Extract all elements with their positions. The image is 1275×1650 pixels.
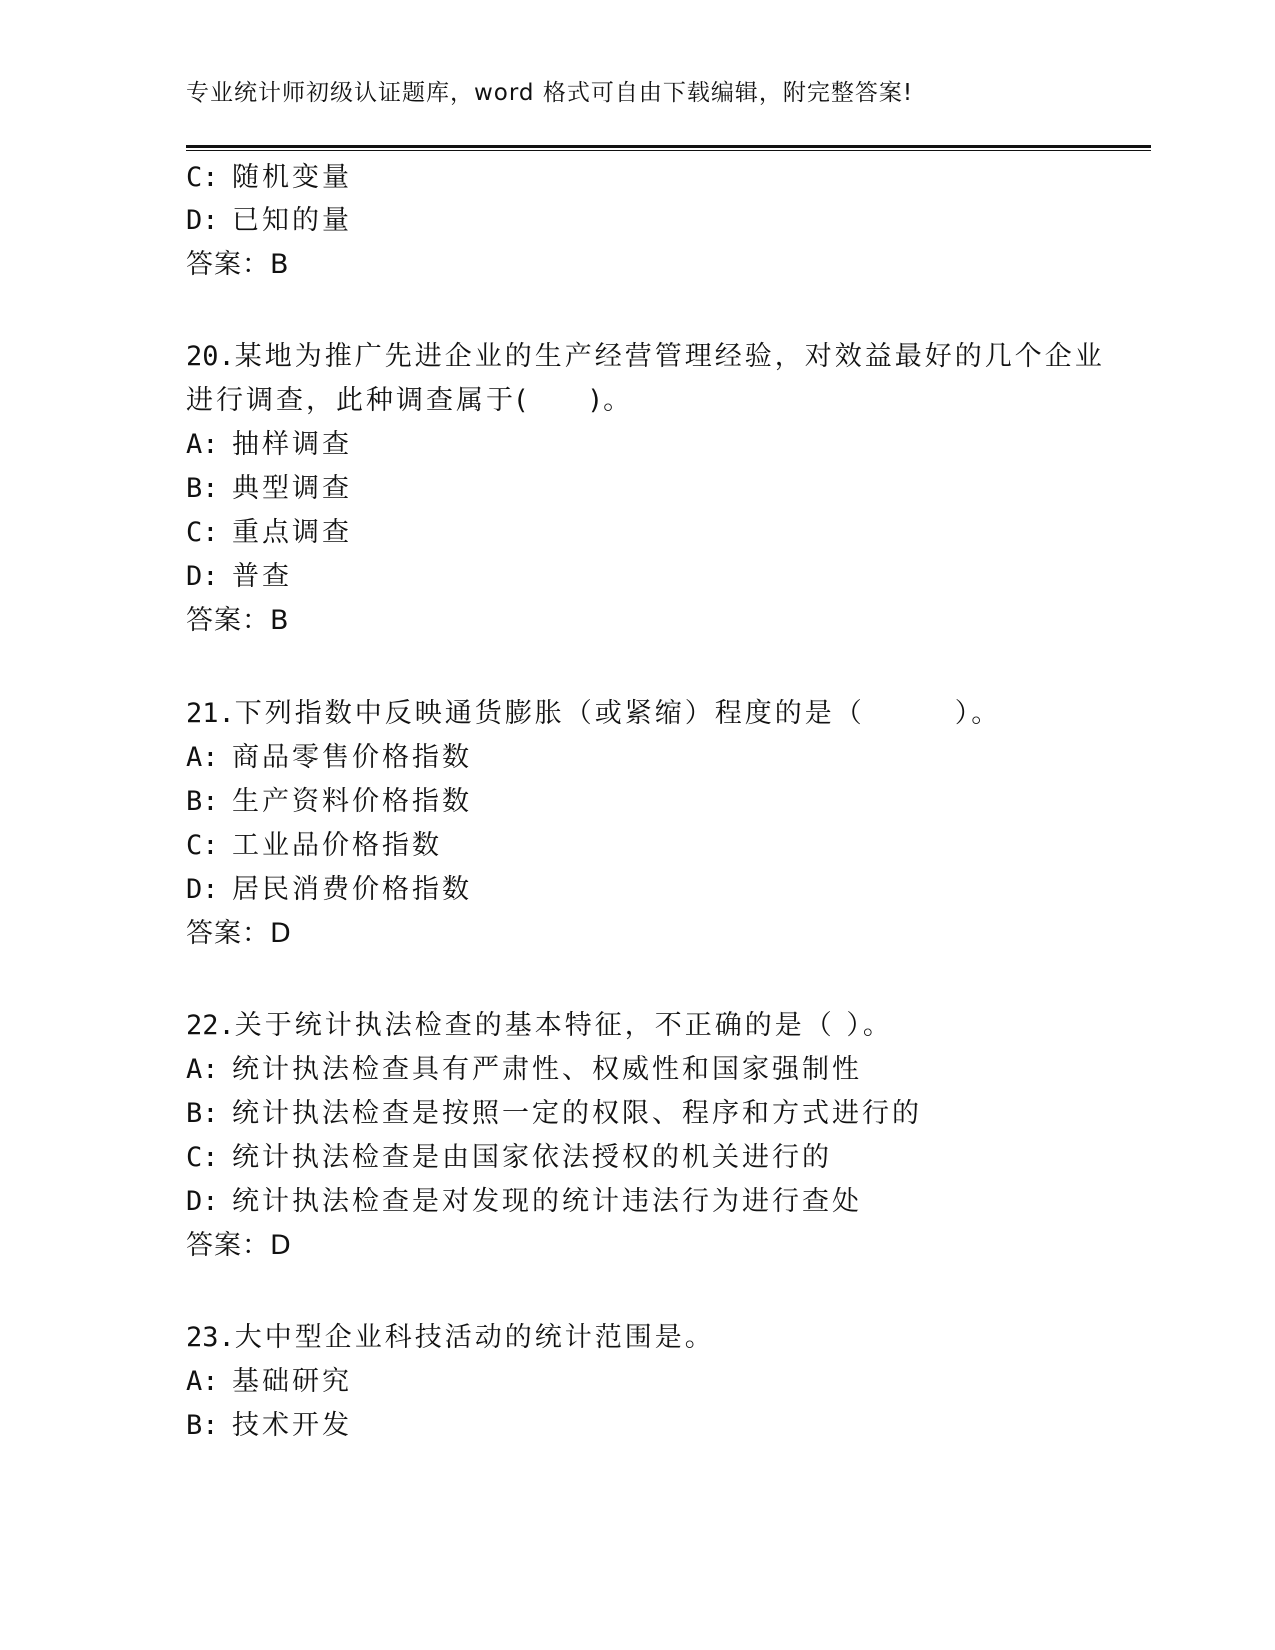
option-label: D: bbox=[186, 561, 219, 592]
option-text: 已知的量 bbox=[232, 205, 352, 236]
answer-line: 答案：D bbox=[186, 918, 292, 949]
option-label: B: bbox=[186, 786, 219, 817]
option-line bbox=[186, 779, 472, 824]
option-text: 统计执法检查是按照一定的权限、程序和方式进行的 bbox=[232, 1098, 922, 1129]
question-text: 下列指数中反映通货膨胀（或紧缩）程度的是（ ）。 bbox=[234, 698, 1002, 729]
option-label: B: bbox=[186, 1410, 219, 1441]
answer-line: 答案：B bbox=[186, 249, 290, 280]
option-line bbox=[186, 1091, 922, 1136]
question-text: 某地为推广先进企业的生产经营管理经验，对效益最好的几个企业 bbox=[234, 341, 1105, 372]
option-label: A: bbox=[186, 742, 219, 773]
option-text: 技术开发 bbox=[232, 1410, 352, 1441]
option-text: 商品零售价格指数 bbox=[232, 742, 472, 773]
header-divider-thick bbox=[186, 145, 1151, 148]
question-stem bbox=[186, 334, 1105, 379]
option-label: D: bbox=[186, 1186, 219, 1217]
option-text: 统计执法检查是由国家依法授权的机关进行的 bbox=[232, 1142, 832, 1173]
option-text: 工业品价格指数 bbox=[232, 830, 442, 861]
option-line bbox=[186, 554, 292, 599]
option-line bbox=[186, 1359, 352, 1404]
option-label: C: bbox=[186, 162, 219, 193]
question-number: 20. bbox=[186, 341, 235, 372]
option-line bbox=[186, 155, 352, 200]
option-line bbox=[186, 198, 352, 243]
question-text: 大中型企业科技活动的统计范围是。 bbox=[234, 1322, 715, 1353]
question-stem bbox=[186, 1003, 893, 1048]
question-stem-continuation: 进行调查，此种调查属于( )。 bbox=[186, 385, 634, 416]
option-line bbox=[186, 823, 442, 868]
option-text: 居民消费价格指数 bbox=[232, 874, 472, 905]
option-label: A: bbox=[186, 1366, 219, 1397]
option-label: A: bbox=[186, 429, 219, 460]
option-text: 统计执法检查具有严肃性、权威性和国家强制性 bbox=[232, 1054, 862, 1085]
answer-line: 答案：D bbox=[186, 1230, 292, 1261]
option-label: A: bbox=[186, 1054, 219, 1085]
answer-line: 答案：B bbox=[186, 605, 290, 636]
header-divider-thin bbox=[186, 150, 1151, 151]
question-number: 22. bbox=[186, 1010, 235, 1041]
question-text: 关于统计执法检查的基本特征，不正确的是（ ）。 bbox=[234, 1010, 893, 1041]
option-line bbox=[186, 466, 352, 511]
question-stem bbox=[186, 691, 1001, 736]
option-text: 重点调查 bbox=[232, 517, 352, 548]
option-label: C: bbox=[186, 1142, 219, 1173]
question-number: 23. bbox=[186, 1322, 235, 1353]
option-label: C: bbox=[186, 830, 219, 861]
option-text: 抽样调查 bbox=[232, 429, 352, 460]
option-text: 普查 bbox=[232, 561, 292, 592]
option-text: 随机变量 bbox=[232, 162, 352, 193]
option-line bbox=[186, 1179, 862, 1224]
option-label: B: bbox=[186, 473, 219, 504]
option-label: D: bbox=[186, 874, 219, 905]
option-line bbox=[186, 422, 352, 467]
option-line bbox=[186, 1047, 862, 1092]
option-line bbox=[186, 867, 472, 912]
option-text: 基础研究 bbox=[232, 1366, 352, 1397]
option-label: D: bbox=[186, 205, 219, 236]
option-text: 生产资料价格指数 bbox=[232, 786, 472, 817]
option-text: 典型调查 bbox=[232, 473, 352, 504]
option-text: 统计执法检查是对发现的统计违法行为进行查处 bbox=[232, 1186, 862, 1217]
option-line bbox=[186, 1403, 352, 1448]
option-label: C: bbox=[186, 517, 219, 548]
option-label: B: bbox=[186, 1098, 219, 1129]
question-stem bbox=[186, 1315, 715, 1360]
option-line bbox=[186, 510, 352, 555]
option-line bbox=[186, 735, 472, 780]
page-header: 专业统计师初级认证题库，word 格式可自由下载编辑，附完整答案! bbox=[186, 80, 914, 106]
option-line bbox=[186, 1135, 832, 1180]
question-number: 21. bbox=[186, 698, 235, 729]
